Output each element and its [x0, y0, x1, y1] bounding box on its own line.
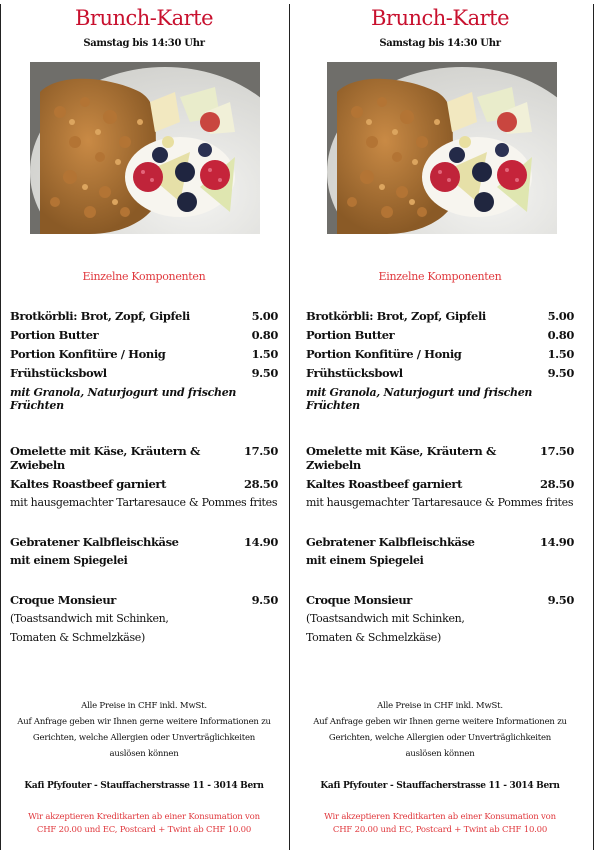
item-price: 1.50 [251, 347, 278, 361]
item-name: Gebratener Kalbfleischkäse [10, 535, 179, 549]
section-heading: Einzelne Komponenten [82, 270, 206, 283]
item-price: 5.00 [547, 309, 574, 323]
menu-item [10, 309, 278, 323]
menu-item [306, 328, 574, 342]
item-name: Croque Monsieur [306, 593, 412, 607]
item-description: (Toastsandwich mit Schinken, [306, 612, 465, 625]
item-description: mit einem Spiegelei [10, 554, 128, 567]
menu-title: Brunch-Karte [370, 6, 510, 30]
menu-item [306, 477, 574, 491]
address: Kafi Pfyfouter - Stauffacherstrasse 11 - 3014 Bern [320, 781, 560, 791]
menu-subtitle: Samstag bis 14:30 Uhr [379, 38, 501, 49]
item-price: 28.50 [539, 477, 574, 491]
menu-item [10, 444, 278, 472]
item-description: (Toastsandwich mit Schinken, [10, 612, 169, 625]
item-name: Omelette mit Käse, Kräutern & Zwiebeln [10, 444, 200, 472]
item-price: 0.80 [251, 328, 278, 342]
allergy-note: Auf Anfrage geben wir Ihnen gerne weitere Informationen zu [313, 717, 567, 727]
item-description: Tomaten & Schmelzkäse) [10, 631, 145, 644]
item-description: mit hausgemachter Tartaresauce & Pommes frites [10, 496, 278, 509]
item-price: 5.00 [251, 309, 278, 323]
item-name: Omelette mit Käse, Kräutern & Zwiebeln [306, 444, 496, 472]
payment-note: Wir akzeptieren Kreditkarten ab einer Konsumation von [324, 812, 556, 822]
menu-item [10, 593, 278, 607]
menu-item [306, 366, 574, 380]
item-description: mit Granola, Naturjogurt und frischen Früchten [10, 386, 237, 412]
menu-item [306, 444, 574, 472]
menu-item [10, 477, 278, 491]
menu-copy-left [4, 0, 284, 854]
item-name: Frühstücksbowl [10, 366, 107, 380]
item-price: 17.50 [539, 444, 574, 458]
menu-subtitle: Samstag bis 14:30 Uhr [83, 38, 205, 49]
item-price: 28.50 [243, 477, 278, 491]
payment-note: Wir akzeptieren Kreditkarten ab einer Konsumation von [28, 812, 260, 822]
allergy-note: Gerichten, welche Allergien oder Unverträglichkeiten [328, 733, 552, 743]
menu-item [10, 328, 278, 342]
prices-note: Alle Preise in CHF inkl. MwSt. [81, 701, 207, 711]
menu-item [10, 366, 278, 380]
item-name: Portion Konfitüre / Honig [306, 347, 462, 361]
menu-item [10, 535, 278, 549]
menu-copy-right [300, 0, 580, 854]
item-name: Kaltes Roastbeef garniert [10, 477, 166, 491]
menu-title: Brunch-Karte [74, 6, 214, 30]
item-price: 9.50 [251, 593, 278, 607]
menu-item [306, 347, 574, 361]
item-name: Portion Butter [10, 328, 99, 342]
allergy-note: Auf Anfrage geben wir Ihnen gerne weitere Informationen zu [17, 717, 271, 727]
granola-bowl-photo [327, 62, 557, 234]
allergy-note: auslösen können [405, 749, 475, 759]
item-description: mit hausgemachter Tartaresauce & Pommes frites [306, 496, 574, 509]
item-description: mit einem Spiegelei [306, 554, 424, 567]
menu-item [306, 535, 574, 549]
item-price: 0.80 [547, 328, 574, 342]
item-name: Frühstücksbowl [306, 366, 403, 380]
section-heading: Einzelne Komponenten [378, 270, 502, 283]
item-price: 17.50 [243, 444, 278, 458]
menu-item [10, 347, 278, 361]
left-border [0, 4, 1, 850]
prices-note: Alle Preise in CHF inkl. MwSt. [377, 701, 503, 711]
item-price: 9.50 [547, 366, 574, 380]
item-name: Croque Monsieur [10, 593, 116, 607]
item-name: Brotkörbli: Brot, Zopf, Gipfeli [306, 309, 486, 323]
allergy-note: auslösen können [109, 749, 179, 759]
menu-item [306, 593, 574, 607]
payment-note: CHF 20.00 und EC, Postcard + Twint ab CHF 10.00 [36, 825, 252, 835]
item-price: 14.90 [243, 535, 278, 549]
item-name: Portion Butter [306, 328, 395, 342]
item-name: Brotkörbli: Brot, Zopf, Gipfeli [10, 309, 190, 323]
menu-item [306, 309, 574, 323]
address: Kafi Pfyfouter - Stauffacherstrasse 11 - 3014 Bern [24, 781, 264, 791]
item-name: Gebratener Kalbfleischkäse [306, 535, 475, 549]
allergy-note: Gerichten, welche Allergien oder Unverträglichkeiten [32, 733, 256, 743]
item-description: mit Granola, Naturjogurt und frischen Früchten [306, 386, 533, 412]
granola-bowl-photo [30, 62, 260, 234]
item-price: 1.50 [547, 347, 574, 361]
item-name: Kaltes Roastbeef garniert [306, 477, 462, 491]
item-price: 14.90 [539, 535, 574, 549]
payment-note: CHF 20.00 und EC, Postcard + Twint ab CHF 10.00 [332, 825, 548, 835]
center-divider [289, 4, 290, 850]
item-name: Portion Konfitüre / Honig [10, 347, 166, 361]
item-price: 9.50 [547, 593, 574, 607]
item-price: 9.50 [251, 366, 278, 380]
item-description: Tomaten & Schmelzkäse) [306, 631, 441, 644]
